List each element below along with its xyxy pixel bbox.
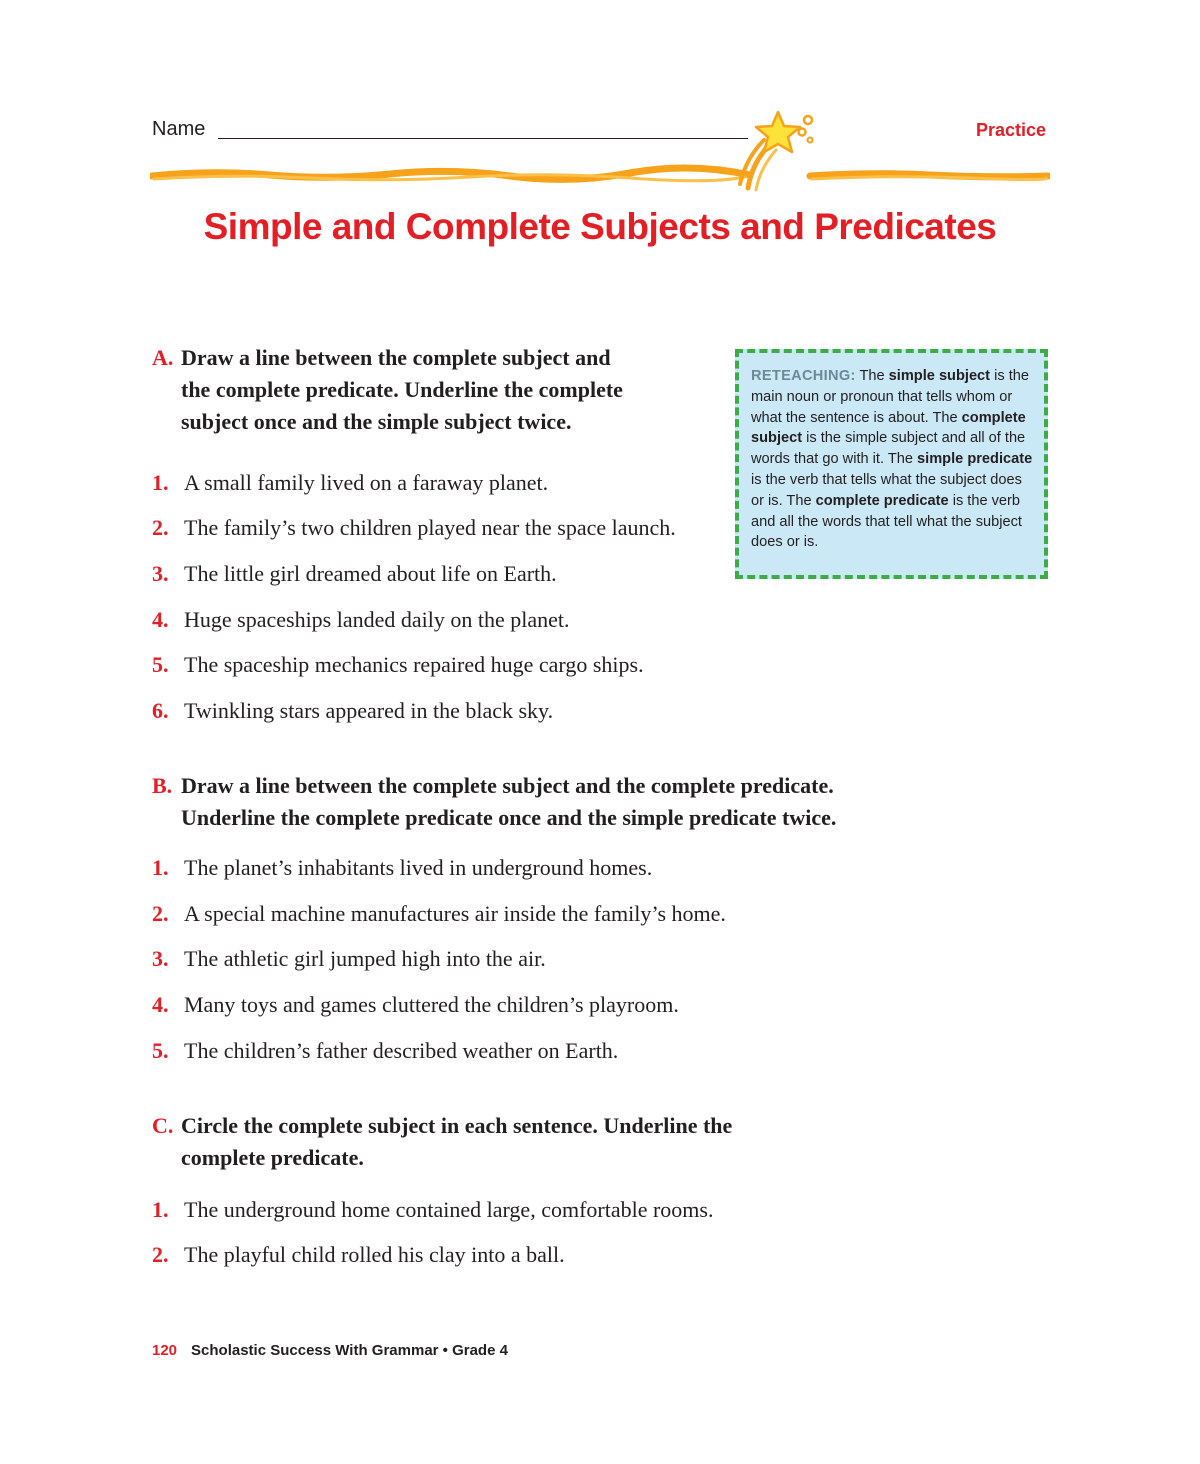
page-number: 120 (152, 1342, 178, 1359)
section-c-instructions (152, 1110, 912, 1174)
reteaching-box (735, 349, 1048, 579)
item-text: The underground home contained large, comfortable rooms. (184, 1197, 714, 1222)
item-number: 4. (152, 607, 169, 632)
page-title: Simple and Complete Subjects and Predicates (203, 206, 997, 247)
item-number: 3. (152, 946, 169, 971)
section-instructions-text: Draw a line between the complete subject and the complete predicate. Underline the complete subject once and the simple subject twice. (181, 345, 623, 434)
item-text: Huge spaceships landed daily on the planet. (184, 607, 570, 632)
name-label: Name (152, 118, 206, 140)
section-letter: C. (152, 1113, 174, 1138)
item-text: Many toys and games cluttered the children’s playroom. (184, 992, 679, 1017)
item-text: The spaceship mechanics repaired huge cargo ships. (184, 652, 644, 677)
section-letter: B. (152, 773, 173, 798)
item-number: 5. (152, 1038, 169, 1063)
item-number: 2. (152, 901, 169, 926)
reteaching-text: is the simple subject and all of the words that go with it. The (751, 430, 1026, 468)
item-text: The children’s father described weather on Earth. (184, 1038, 619, 1063)
practice-tag: Practice (975, 120, 1046, 140)
item-text: The playful child rolled his clay into a ball. (184, 1242, 565, 1267)
term-complete-subject: complete subject (751, 409, 1026, 447)
item-text: The athletic girl jumped high into the air. (184, 946, 546, 971)
reteaching-text: is the verb that tells what the subject does or is. The (751, 471, 1022, 509)
section-letter: A. (152, 345, 174, 370)
item-number: 3. (152, 561, 169, 586)
page-footer (152, 1342, 508, 1359)
section-a-instructions (152, 342, 712, 438)
item-number: 6. (152, 698, 169, 723)
book-title: Scholastic Success With Grammar • Grade 4 (191, 1342, 508, 1359)
item-text: A small family lived on a faraway planet. (184, 470, 549, 495)
crayon-divider (150, 164, 1050, 188)
item-text: The planet’s inhabitants lived in underground homes. (184, 855, 653, 880)
item-text: A special machine manufactures air inside the family’s home. (184, 901, 726, 926)
reteaching-text: is the main noun or pronoun that tells whom or what the sentence is about. The (751, 368, 1029, 426)
item-number: 1. (152, 1197, 169, 1222)
item-number: 2. (152, 1242, 169, 1267)
item-number: 4. (152, 992, 169, 1017)
item-text: Twinkling stars appeared in the black sky. (184, 698, 554, 723)
item-text: The little girl dreamed about life on Earth. (184, 561, 557, 586)
name-write-line[interactable] (218, 138, 748, 139)
term-simple-subject: simple subject (888, 368, 991, 384)
term-complete-predicate: complete predicate (815, 492, 949, 509)
reteaching-text: The (855, 368, 889, 384)
section-instructions-text: Circle the complete subject in each sentence. Underline the complete predicate. (181, 1113, 733, 1170)
item-number: 5. (152, 652, 169, 677)
item-number: 2. (152, 515, 169, 540)
item-number: 1. (152, 855, 169, 880)
reteaching-label: RETEACHING: (751, 368, 856, 384)
term-simple-predicate: simple predicate (917, 451, 1033, 468)
reteaching-text: is the verb and all the words that tell what the subject does or is. (751, 492, 1022, 551)
section-instructions-text: Draw a line between the complete subject and the complete predicate. Underline the complete predicate once and the simple predicate twice. (181, 773, 837, 830)
shooting-star-icon (730, 108, 820, 192)
item-text: The family’s two children played near the space launch. (184, 515, 676, 540)
item-number: 1. (152, 470, 169, 495)
section-b-instructions (152, 770, 1052, 834)
